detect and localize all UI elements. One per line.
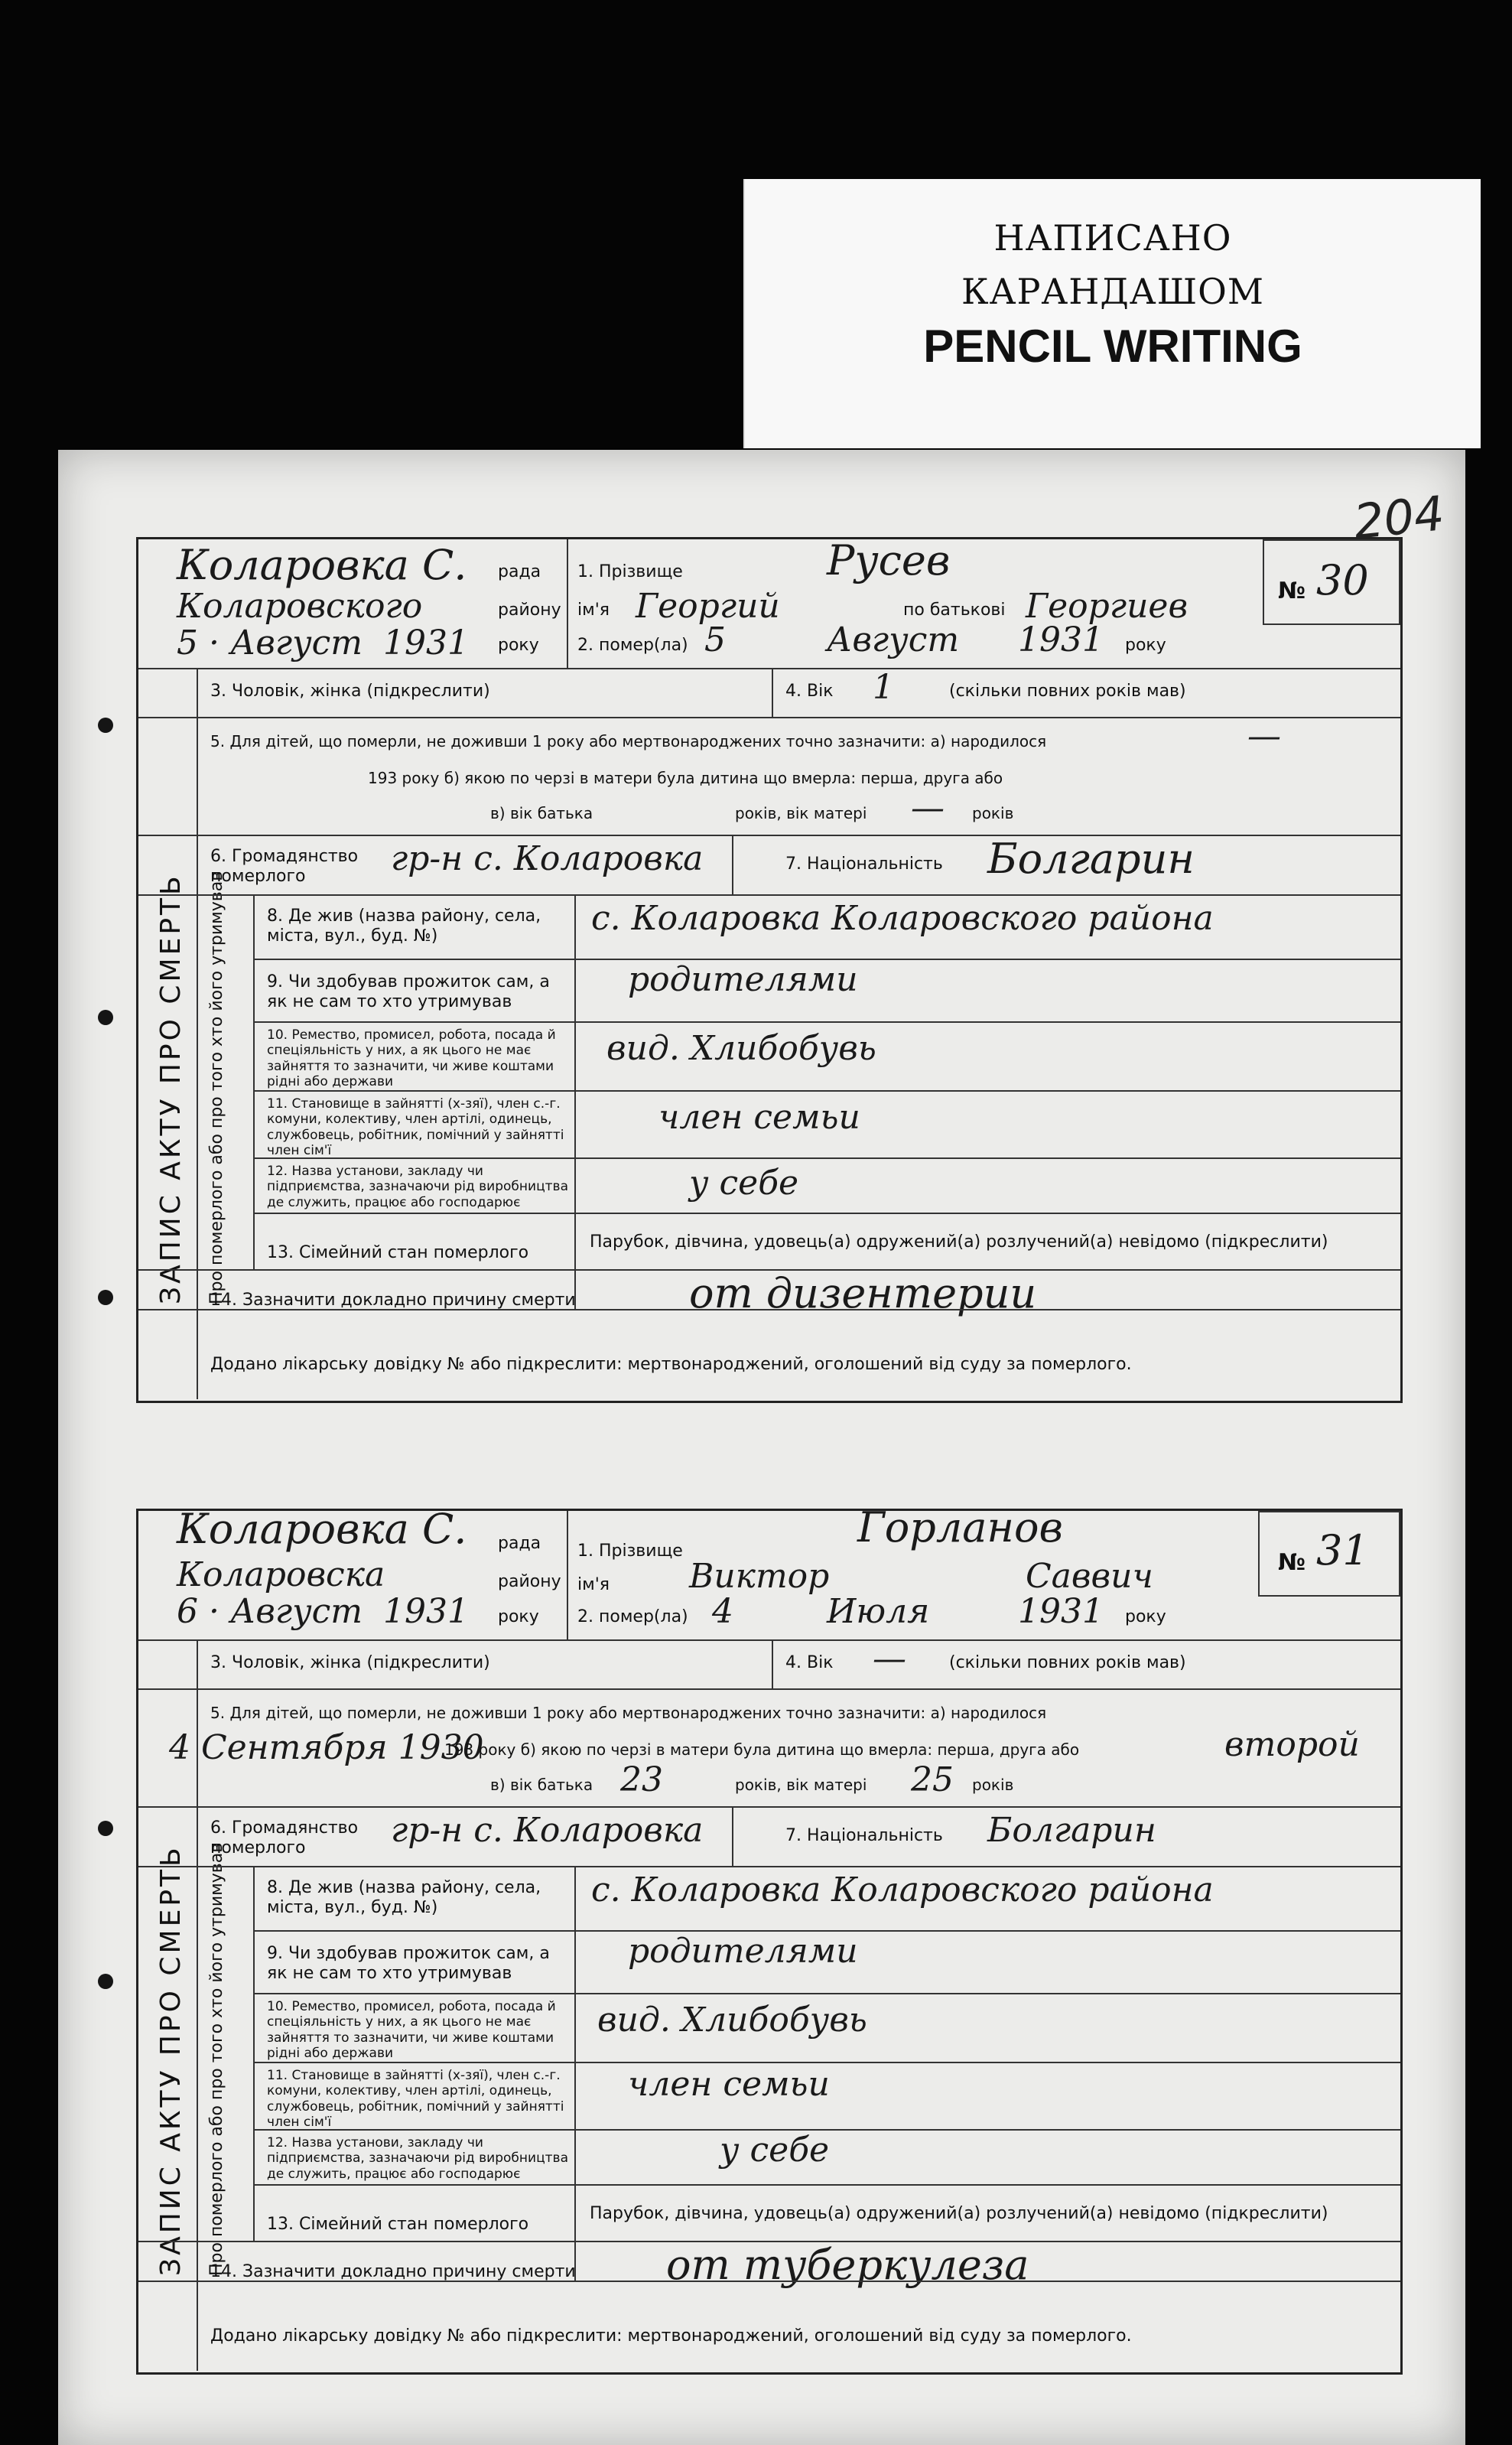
divider [253,2184,1400,2186]
side-title: ЗАПИС АКТУ ПРО СМЕРТЬ [155,873,187,1304]
age-note: (скільки повних років мав) [949,1653,1186,1672]
name-label: ім'я [577,601,610,620]
mother-age-value: — [911,789,945,828]
died-year: 1931 [1018,1592,1104,1631]
patronymic-value: Саввич [1026,1557,1153,1596]
divider [574,1866,576,2281]
roku-label: року [498,1607,539,1626]
raion-value: Коларовского [177,587,423,626]
divider [253,2062,1400,2063]
sex-label: 3. Чоловік, жінка (підкреслити) [210,682,490,701]
mother-age-label: років, вік матері [735,804,867,822]
punch-hole [98,1010,113,1025]
residence-value: с. Коларовка Коларовского района [591,899,1214,938]
nationality-label: 7. Національність [785,855,943,874]
died-day: 5 [704,620,726,659]
divider [138,717,1400,718]
page-number: 204 [1351,485,1447,550]
divider [567,539,568,668]
supported-value: родителями [628,1932,858,1971]
cause-label: 14. Зазначити докладно причину смерти [210,2262,576,2281]
nationality-value: Болгарин [987,1811,1156,1850]
citizenship-value: гр-н с. Коларовка [391,1811,704,1850]
occupation-value: вид. Хлибобувь [597,2001,867,2040]
record-number-label: № [1278,1549,1306,1576]
name-label: ім'я [577,1575,610,1594]
divider [253,1090,1400,1092]
occupation-label: 10. Ремество, промисел, робота, посада й спеціяльність у них, а як цього не має зайняття то зазначити, чи живе коштами рідні або держави [267,1027,556,1090]
years-label: років [972,1776,1014,1794]
employer-value: у себе [689,1164,799,1203]
position-value: член семьи [628,2065,830,2104]
divider [138,835,1400,836]
divider [138,1806,1400,1808]
cause-value: от дизентерии [689,1269,1037,1317]
surname-label: 1. Прізвище [577,562,683,581]
notice-line-1: НАПИСАНО [993,217,1232,259]
cause-value: от туберкулеза [666,2241,1029,2289]
surname-value: Горланов [857,1503,1063,1551]
age-note: (скільки повних років мав) [949,682,1186,701]
divider [197,668,198,1399]
surname-value: Русев [827,536,951,584]
footer-note: Додано лікарську довідку № або підкреслити: мертвонароджений, оголошений від суду за померлого. [210,2326,1132,2346]
registration-date: 6 · Август [177,1592,363,1631]
record-number: 31 [1316,1526,1369,1574]
divider [732,835,733,894]
supported-value: родителями [628,960,858,999]
side-subtitle: Про померлого або про того хто його утримував [207,1842,226,2276]
divider [574,894,576,1309]
father-age-label: в) вік батька [490,1776,593,1794]
died-month: Июля [827,1592,930,1631]
died-year: 1931 [1018,620,1104,659]
position-value: член семьи [658,1098,860,1137]
record-number-label: № [1278,578,1306,604]
divider [253,1213,1400,1214]
employer-label: 12. Назва установи, закладу чи підприємства, зазначаючи рід виробництва де служить, працює або господарює [267,1164,568,1210]
divider [138,1639,1400,1641]
employer-value: у себе [720,2131,830,2170]
child-label: 5. Для дітей, що померли, не доживши 1 року або мертвонароджених точно зазначити: а) народилося [210,1704,1047,1722]
citizenship-value: гр-н с. Коларовка [391,839,704,878]
registration-date: 5 · Август [177,623,363,663]
divider [138,2281,1400,2282]
divider [138,1866,1400,1867]
position-label: 11. Становище в зайнятті (х-зяї), член с.-г. комуни, колективу, член артілі, одинець, службовець, робітник, помічний у зайнятті член сім'ї [267,2068,564,2131]
name-value: Георгий [636,587,780,626]
punch-hole [98,1974,113,1989]
occupation-label: 10. Ремество, промисел, робота, посада й спеціяльність у них, а як цього не має зайняття то зазначити, чи живе коштами рідні або держави [267,1999,556,2062]
divider [253,1021,1400,1023]
born-value: 4 Сентября 1930 [169,1728,484,1767]
died-day: 4 [712,1592,733,1631]
patronymic-label: по батькові [903,601,1006,620]
punch-hole [98,718,113,733]
punch-hole [98,1290,113,1305]
divider [567,1511,568,1639]
residence-label: 8. Де жив (назва району, села, міста, вул., буд. №) [267,907,541,946]
supported-label: 9. Чи здобував прожиток сам, а як не сам то хто утримував [267,1944,550,1984]
death-record-1 [136,537,1403,1403]
death-record-2 [136,1503,1403,2375]
residence-value: с. Коларовка Коларовского района [591,1870,1214,1909]
family-options: Парубок, дівчина, удовець(а) одружений(а) розлучений(а) невідомо (підкреслити) [590,2204,1328,2223]
rada-label: рада [498,1534,541,1553]
family-options: Парубок, дівчина, удовець(а) одружений(а) розлучений(а) невідомо (підкреслити) [590,1232,1328,1252]
divider [772,668,773,717]
nationality-label: 7. Національність [785,1826,943,1845]
record-number: 30 [1316,556,1369,604]
citizenship-label: 6. Громадянство померлого [210,847,359,887]
pencil-writing-notice [743,179,1481,448]
raion-value: Коларовска [177,1555,385,1594]
divider [138,1309,1400,1310]
child-label: 5. Для дітей, що померли, не доживши 1 року або мертвонароджених точно зазначити: а) народилося [210,732,1047,750]
age-label: 4. Вік [785,682,834,701]
born-value: — [1247,717,1281,756]
years-label: років [972,804,1014,822]
died-label: 2. помер(ла) [577,636,688,655]
order-value: второй [1224,1725,1360,1764]
divider [732,1806,733,1866]
divider [138,668,1400,669]
supported-label: 9. Чи здобував прожиток сам, а як не сам то хто утримував [267,972,550,1012]
died-label: 2. помер(ла) [577,1607,688,1626]
name-value: Виктор [689,1557,830,1596]
died-month: Август [827,620,960,659]
roku-label: року [498,636,539,655]
side-title: ЗАПИС АКТУ ПРО СМЕРТЬ [155,1844,187,2276]
registration-year: 1931 [383,623,469,663]
position-label: 11. Становище в зайнятті (х-зяї), член с.-г. комуни, колективу, член артілі, одинець, службовець, робітник, помічний у зайнятті член сім'ї [267,1096,564,1159]
occupation-value: вид. Хлибобувь [606,1029,876,1068]
patronymic-value: Георгиев [1026,587,1188,626]
mother-age-value: 25 [911,1760,954,1799]
family-label: 13. Сімейний стан померлого [267,1243,529,1262]
roku-label: року [1125,1607,1166,1626]
divider [253,1157,1400,1159]
age-label: 4. Вік [785,1653,834,1672]
roku-label: року [1125,636,1166,655]
raion-label: району [498,601,561,620]
side-subtitle: Про померлого або про того хто його утримував [207,871,226,1304]
age-value: 1 [873,668,894,707]
father-age-label: в) вік батька [490,804,593,822]
sex-label: 3. Чоловік, жінка (підкреслити) [210,1653,490,1672]
citizenship-label: 6. Громадянство померлого [210,1818,359,1858]
punch-hole [98,1821,113,1836]
notice-line-2: КАРАНДАШОМ [961,271,1264,312]
father-age-value: 23 [620,1760,663,1799]
notice-line-3: PENCIL WRITING [923,321,1302,372]
divider [253,1993,1400,1994]
registration-year: 1931 [383,1592,469,1631]
divider [138,1688,1400,1690]
raion-label: району [498,1572,561,1591]
surname-label: 1. Прізвище [577,1542,683,1561]
child-label-b: 193 року б) якою по черзі в матери була дитина що вмерла: перша, друга або [444,1740,1080,1759]
divider [138,894,1400,896]
age-value: — [873,1639,906,1678]
nationality-value: Болгарин [987,835,1195,883]
cause-label: 14. Зазначити докладно причину смерти [210,1291,576,1310]
rada-value: Коларовка С. [177,1505,467,1553]
employer-label: 12. Назва установи, закладу чи підприємства, зазначаючи рід виробництва де служить, працює або господарює [267,2135,568,2182]
residence-label: 8. Де жив (назва району, села, міста, вул., буд. №) [267,1878,541,1918]
family-label: 13. Сімейний стан померлого [267,2215,529,2234]
footer-note: Додано лікарську довідку № або підкреслити: мертвонароджений, оголошений від суду за померлого. [210,1355,1132,1374]
rada-value: Коларовка С. [177,541,467,589]
mother-age-label: років, вік матері [735,1776,867,1794]
child-label-b: 193 року б) якою по черзі в матери була дитина що вмерла: перша, друга або [368,769,1003,787]
divider [772,1639,773,1688]
rada-label: рада [498,562,541,581]
